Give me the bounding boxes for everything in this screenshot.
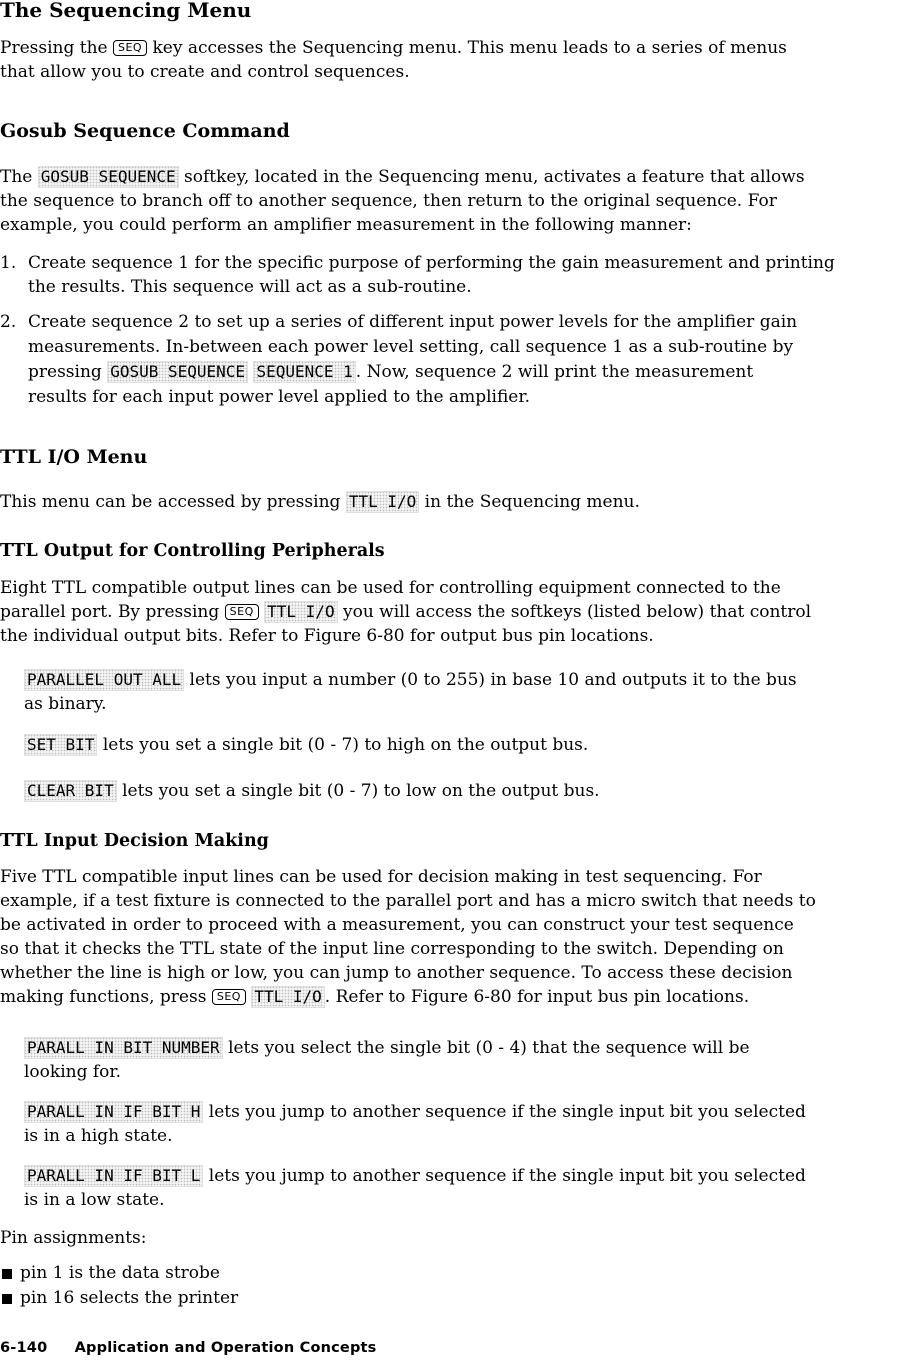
bullet-square-icon bbox=[2, 1294, 12, 1304]
desc-parall-in-if-bit-l: PARALL IN IF BIT L lets you jump to another sequence if the single input bit you selected is in a low state. bbox=[24, 1166, 806, 1210]
heading-sequencing-menu: The Sequencing Menu bbox=[0, 0, 252, 22]
heading-ttl-io-menu: TTL I/O Menu bbox=[0, 446, 148, 468]
bullet-square-icon bbox=[2, 1269, 12, 1279]
parall-in-bit-number-softkey[interactable]: PARALL IN BIT NUMBER bbox=[24, 1037, 223, 1059]
ttl-io-softkey[interactable]: TTL I/O bbox=[346, 491, 419, 513]
page-footer bbox=[0, 1336, 377, 1360]
paragraph-ttl-menu: This menu can be accessed by pressing TTL I/O in the Sequencing menu. bbox=[0, 492, 640, 512]
desc-clear-bit: CLEAR BIT lets you set a single bit (0 - 7) to low on the output bus. bbox=[24, 779, 906, 803]
paragraph-ttl-output: Eight TTL compatible output lines can be used for controlling equipment connected to the parallel port. By pressing SEQ TTL I/O you will access the softkeys (listed below) that control the individual output bits. Refer to Figure 6-80 for output bus pin locations. bbox=[0, 578, 812, 646]
gosub-sequence-softkey-2[interactable]: GOSUB SEQUENCE bbox=[107, 361, 248, 383]
ttl-io-softkey-2[interactable]: TTL I/O bbox=[264, 601, 337, 623]
manual-page: The Sequencing Menu Pressing the SEQ key accesses the Sequencing menu. This menu leads to a series of menus that allow you to create and control sequences. Gosub Sequence Command The GOSUB SEQUENCE softkey, located in the Sequencing menu, activates a feature that allows the sequence to branch off to another sequence, then return to the original sequence. For example, you could perform an amplifier measurement in the following manner: 1. Create sequence 1 for the specific purpose of performing the gain measurement and printing the results. This sequence will act as a sub-routine. 2. Create sequence 2 to set up a series of different input power levels for the amplifier gain measurements. In-between each power level setting, call sequence 1 as a sub-routine by pressing GOSUB SEQUENCE SEQUENCE 1 . Now, sequence 2 will print the measurement results for each input power level applied to the amplifier. TTL I/O Menu This menu can be accessed by pressing TTL I/O in the Sequencing menu. TTL Output for Controlling Peripherals Eight TTL compatible output lines can be used for controlling equipment connected to the parallel port. By pressing SEQ TTL I/O you will access the softkeys (listed below) that control the individual output bits. Refer to Figure 6-80 for output bus pin locations. PARALLEL OUT ALL lets you input a number (0 to 255) in base 10 and outputs it to the bus as binary. SET BIT lets you set a single bit (0 - 7) to high on the output bus. CLEAR BIT lets you set a single bit (0 - 7) to low on the output bus. TTL Input Decision Making Five TTL compatible input lines can be used for decision making in test sequencing. For example, if a test fixture is connected to the parallel port and has a micro switch that needs to be activated in order to proceed with a measurement, you can construct your test sequence so that it checks the TTL state of the input line corresponding to the switch. Depending on whether the line is high or low, you can jump to another sequence. To access these decision making functions, press SEQ TTL I/O . Refer to Figure 6-80 for input bus pin locations. PARALL IN BIT NUMBER lets you select the single bit (0 - 4) that the sequence will be looking for. PARALL IN IF BIT H lets you jump to another sequence if the single input bit you selected is in a high state. PARALL IN IF BIT L lets you jump to another sequence if the single input bit you selected is in a low state. Pin assignments: pin 1 is the data strobe pin 16 selects the printer 6-140 Application and Operation Concepts bbox=[0, 0, 906, 1356]
paragraph-ttl-input: Five TTL compatible input lines can be used for decision making in test sequencing. For example, if a test fixture is connected to the parallel port and has a micro switch that needs to be activated in order to proceed with a measurement, you can construct your test sequence so that it checks the TTL state of the input line corresponding to the switch. Depending on whether the line is high or low, you can jump to another sequence. To access these decision making functions, press SEQ TTL I/O . Refer to Figure 6-80 for input bus pin locations. bbox=[0, 867, 816, 1007]
paragraph-seq-intro: Pressing the SEQ key accesses the Sequencing menu. This menu leads to a series of menus that allow you to create and control sequences. bbox=[0, 38, 787, 82]
heading-ttl-input: TTL Input Decision Making bbox=[0, 831, 269, 851]
seq-key-2[interactable]: SEQ bbox=[225, 604, 259, 620]
desc-set-bit: SET BIT lets you set a single bit (0 - 7) to high on the output bus. bbox=[24, 733, 906, 757]
seq-key[interactable]: SEQ bbox=[113, 40, 147, 56]
seq-key-3[interactable]: SEQ bbox=[212, 989, 246, 1005]
set-bit-softkey[interactable]: SET BIT bbox=[24, 734, 97, 756]
gosub-sequence-softkey[interactable]: GOSUB SEQUENCE bbox=[38, 166, 179, 188]
desc-parallel-out-all: PARALLEL OUT ALL lets you input a number (0 to 255) in base 10 and outputs it to the bus as binary. bbox=[24, 670, 797, 714]
clear-bit-softkey[interactable]: CLEAR BIT bbox=[24, 780, 117, 802]
paragraph-gosub-intro: The GOSUB SEQUENCE softkey, located in the Sequencing menu, activates a feature that allows the sequence to branch off to another sequence, then return to the original sequence. For example, you could perform an amplifier measurement in the following manner: bbox=[0, 167, 805, 235]
desc-parall-in-bit-number: PARALL IN BIT NUMBER lets you select the single bit (0 - 4) that the sequence will be looking for. bbox=[24, 1038, 750, 1082]
sequence-1-softkey[interactable]: SEQUENCE 1 bbox=[253, 361, 355, 383]
footer-section-title: Application and Operation Concepts bbox=[74, 1340, 377, 1356]
parall-in-if-bit-l-softkey[interactable]: PARALL IN IF BIT L bbox=[24, 1165, 203, 1187]
parall-in-if-bit-h-softkey[interactable]: PARALL IN IF BIT H bbox=[24, 1101, 203, 1123]
heading-gosub-sequence: Gosub Sequence Command bbox=[0, 120, 290, 142]
pin-assignments-label: Pin assignments: bbox=[0, 1228, 147, 1248]
ttl-io-softkey-3[interactable]: TTL I/O bbox=[251, 986, 324, 1008]
heading-ttl-output: TTL Output for Controlling Peripherals bbox=[0, 541, 385, 561]
parallel-out-all-softkey[interactable]: PARALLEL OUT ALL bbox=[24, 669, 184, 691]
page-number: 6-140 bbox=[0, 1340, 48, 1356]
desc-parall-in-if-bit-h: PARALL IN IF BIT H lets you jump to another sequence if the single input bit you selected is in a high state. bbox=[24, 1102, 806, 1146]
